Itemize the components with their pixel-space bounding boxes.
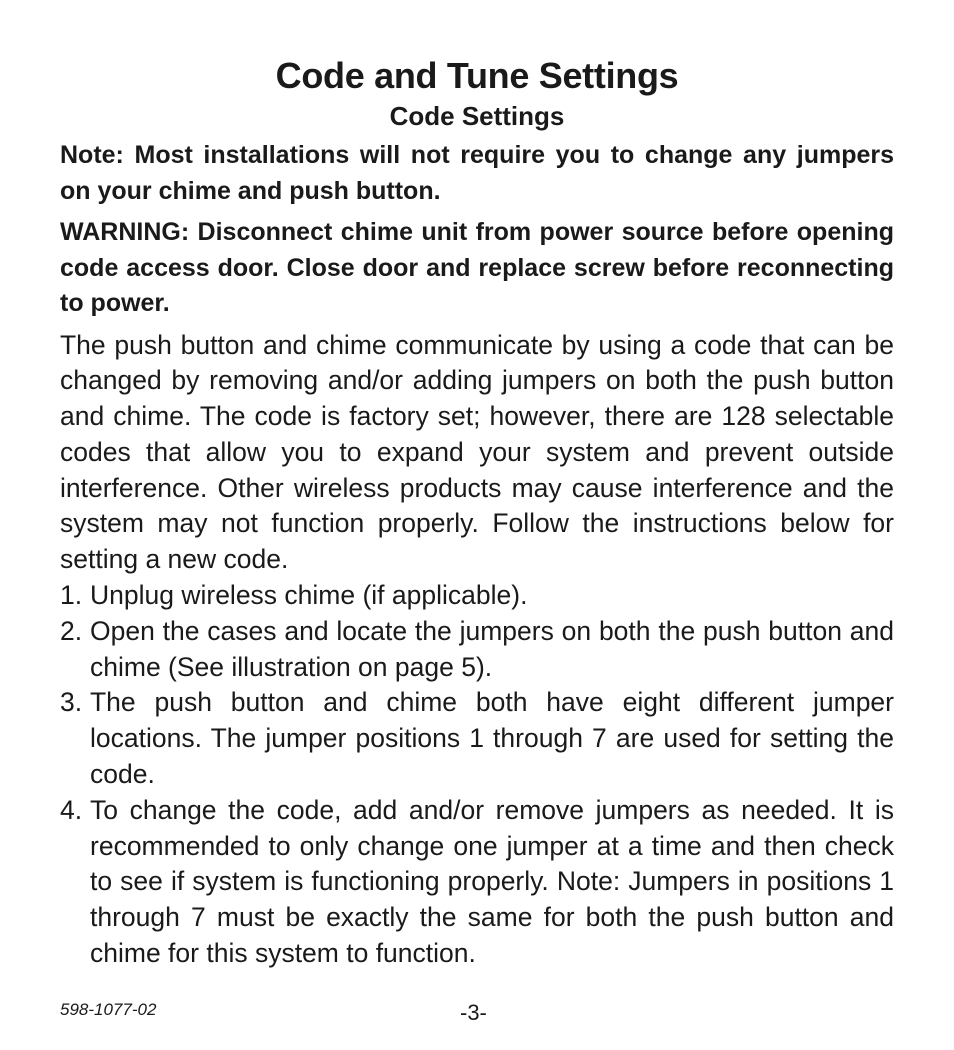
- step-text: To change the code, add and/or remove jumpers as needed. It is recommended to only change one jumper at a time and then check to see if system is functioning properly. Note: Jumpers in positions 1 through 7 must be exactly the same for both the push button and chime for this system to function.: [90, 794, 894, 969]
- step-text: Open the cases and locate the jumpers on both the push button and chime (See illustration on page 5).: [90, 615, 894, 682]
- step-item: [60, 793, 894, 972]
- page-title: Code and Tune Settings: [275, 55, 679, 96]
- intro-paragraph: The push button and chime communicate by using a code that can be changed by removing and/or adding jumpers on both the push button and chime. The code is factory set; however, there are 128 selectable codes that allow you to expand your system and prevent outside interference. Other wireless products may cause interference and the system may not function properly. Follow the instructions below for setting a new code.: [60, 329, 894, 575]
- step-number: 4.: [60, 794, 83, 825]
- instruction-steps: [60, 578, 894, 972]
- step-number: 3.: [60, 687, 83, 718]
- step-item: [60, 614, 894, 686]
- page-number: -3-: [460, 1000, 487, 1025]
- warning-paragraph: WARNING: Disconnect chime unit from power source before opening code access door. Close door and replace screw before reconnecting to power.: [60, 218, 894, 317]
- step-text: Unplug wireless chime (if applicable).: [90, 580, 528, 611]
- step-number: 1.: [60, 580, 83, 611]
- document-page: [60, 52, 894, 972]
- step-text: The push button and chime both have eight different jumper locations. The jumper positions 1 through 7 are used for setting the code.: [90, 687, 894, 790]
- step-number: 2.: [60, 615, 83, 646]
- note-paragraph: Note: Most installations will not require you to change any jumpers on your chime and push button.: [60, 141, 894, 205]
- step-item: [60, 685, 894, 792]
- step-item: [60, 578, 894, 614]
- document-code: 598-1077-02: [60, 1000, 157, 1019]
- section-subtitle: Code Settings: [389, 101, 565, 131]
